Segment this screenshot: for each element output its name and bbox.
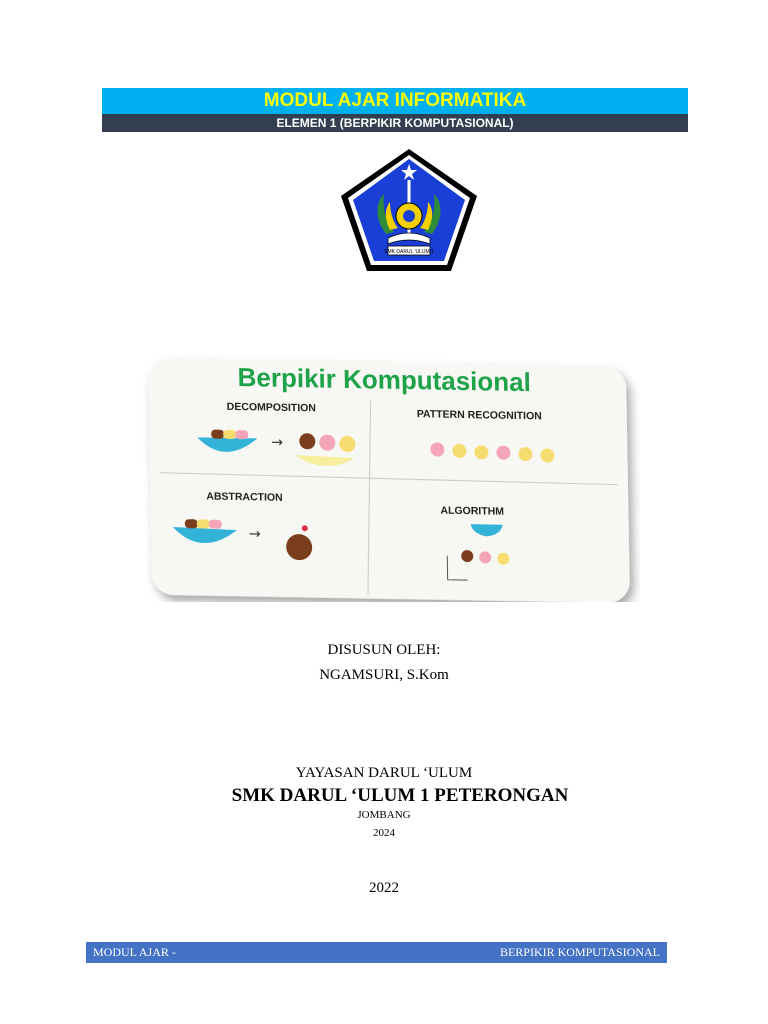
quadrant-abstraction-label: ABSTRACTION [206, 490, 283, 504]
svg-text:→: → [271, 434, 284, 451]
footer-right-text: BERPIKIR KOMPUTASIONAL [499, 945, 660, 959]
page-footer [86, 942, 667, 963]
quadrant-decomposition-label: DECOMPOSITION [226, 400, 317, 415]
year-large: 2022 [369, 880, 399, 896]
subtitle-bar [102, 114, 688, 132]
quadrant-pattern-label: PATTERN RECOGNITION [416, 408, 542, 423]
banner-illustration [140, 346, 640, 602]
svg-text:→: → [248, 526, 261, 543]
title-bar [102, 88, 688, 114]
foundation-name: YAYASAN DARUL ‘ULUM [295, 765, 473, 781]
year-small: 2024 [373, 827, 395, 839]
school-logo-emblem [338, 146, 480, 274]
computational-thinking-banner [140, 346, 640, 602]
city-name: JOMBANG [357, 809, 411, 821]
logo-ribbon-text: SMK DARUL 'ULUM 1 [384, 249, 434, 255]
document-header [102, 88, 688, 132]
banner-title: Berpikir Komputasional [237, 362, 532, 398]
school-name: SMK DARUL ‘ULUM 1 PETERONGAN [231, 785, 569, 806]
footer-left-text: MODUL AJAR - [93, 945, 176, 959]
compiled-by-label: DISUSUN OLEH: [327, 642, 441, 658]
document-title: MODUL AJAR INFORMATIKA [263, 90, 527, 111]
document-subtitle: ELEMEN 1 (BERPIKIR KOMPUTASIONAL) [276, 116, 514, 130]
quadrant-algorithm-label: ALGORITHM [440, 504, 505, 518]
author-name: NGAMSURI, S.Kom [319, 667, 449, 683]
school-logo [338, 146, 480, 274]
